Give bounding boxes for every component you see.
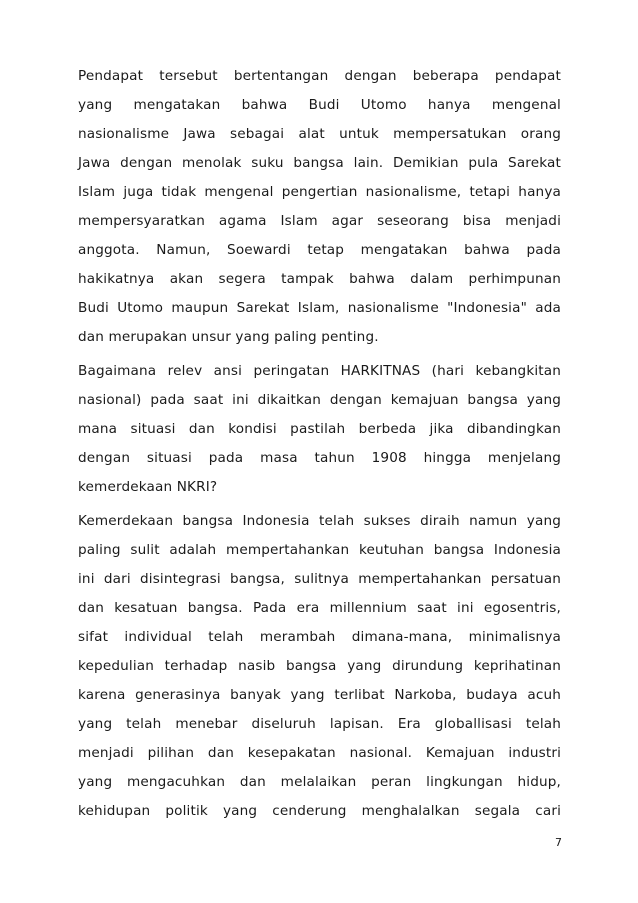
text-line: yang mengatakan bahwa Budi Utomo hanya mengenal — [78, 97, 561, 113]
text-line: menjadi pilihan dan kesepakatan nasional. Kemajuan industri — [78, 745, 561, 761]
text-line: Islam juga tidak mengenal pengertian nasionalisme, tetapi hanya — [78, 184, 561, 200]
paragraph-3 — [78, 507, 561, 826]
text-line: Jawa dengan menolak suku bangsa lain. Demikian pula Sarekat — [78, 155, 561, 171]
text-line: Pendapat tersebut bertentangan dengan beberapa pendapat — [78, 68, 561, 84]
text-line: kehidupan politik yang cenderung menghalalkan segala cari — [78, 803, 561, 819]
text-line: yang mengacuhkan dan melalaikan peran lingkungan hidup, — [78, 774, 561, 790]
text-line: hakikatnya akan segera tampak bahwa dalam perhimpunan — [78, 271, 561, 287]
text-line: nasionalisme Jawa sebagai alat untuk mempersatukan orang — [78, 126, 561, 142]
text-line: kepedulian terhadap nasib bangsa yang dirundung keprihatinan — [78, 658, 561, 674]
text-line: dengan situasi pada masa tahun 1908 hingga menjelang — [78, 450, 561, 466]
paragraph-2 — [78, 357, 561, 502]
text-line: paling sulit adalah mempertahankan keutuhan bangsa Indonesia — [78, 542, 561, 558]
text-line: ini dari disintegrasi bangsa, sulitnya mempertahankan persatuan — [78, 571, 561, 587]
text-line: Budi Utomo maupun Sarekat Islam, nasionalisme "Indonesia" ada — [78, 300, 561, 316]
text-line: mempersyaratkan agama Islam agar seseorang bisa menjadi — [78, 213, 561, 229]
text-line: kemerdekaan NKRI? — [78, 479, 218, 495]
text-line: anggota. Namun, Soewardi tetap mengatakan bahwa pada — [78, 242, 561, 258]
text-line: dan merupakan unsur yang paling penting. — [78, 329, 379, 345]
text-line: mana situasi dan kondisi pastilah berbeda jika dibandingkan — [78, 421, 561, 437]
text-line: Kemerdekaan bangsa Indonesia telah sukses diraih namun yang — [78, 513, 561, 529]
text-line: sifat individual telah merambah dimana-mana, minimalisnya — [78, 629, 561, 645]
text-line: karena generasinya banyak yang terlibat Narkoba, budaya acuh — [78, 687, 561, 703]
text-line: nasional) pada saat ini dikaitkan dengan kemajuan bangsa yang — [78, 392, 561, 408]
text-line: dan kesatuan bangsa. Pada era millennium saat ini egosentris, — [78, 600, 561, 616]
text-line: yang telah menebar diseluruh lapisan. Era globallisasi telah — [78, 716, 561, 732]
body-text — [78, 62, 561, 831]
page-number: 7 — [555, 836, 562, 849]
paragraph-1 — [78, 62, 561, 352]
text-line: Bagaimana relev ansi peringatan HARKITNAS (hari kebangkitan — [78, 363, 561, 379]
